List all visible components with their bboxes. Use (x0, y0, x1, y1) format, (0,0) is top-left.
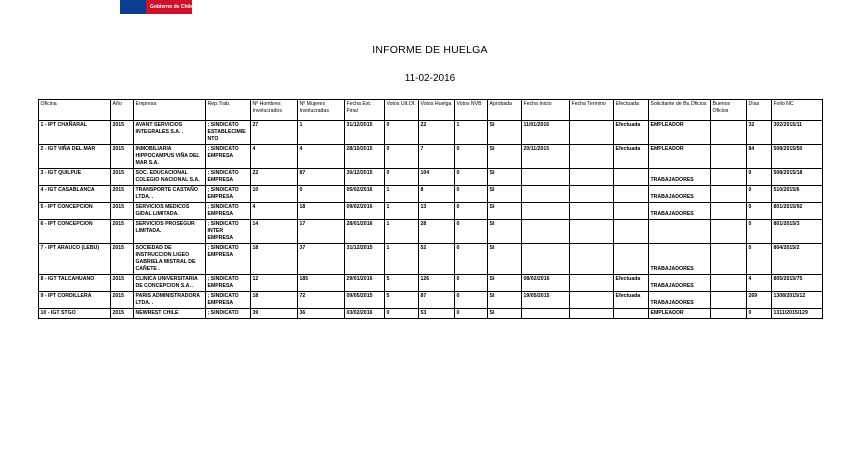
table-cell (522, 309, 570, 319)
column-header: Buenos Oficios (711, 100, 747, 121)
table-cell: 18 (251, 244, 298, 275)
table-cell: SI (488, 244, 522, 275)
table-cell: 1 (298, 121, 345, 145)
table-cell: TRABAJADORES (649, 203, 711, 220)
table-cell: 19/05/2015 (522, 292, 570, 309)
table-header-row (39, 100, 823, 121)
table-cell: SOC. EDUCACIONAL COLEGIO NACIONAL S.A. (134, 169, 206, 186)
table-cell: 4 (251, 203, 298, 220)
table-cell: 801/2015/3 (772, 220, 823, 244)
table-cell: 8 - IGT TALCAHUANO (39, 275, 111, 292)
table-cell: EMPLEADOR (649, 145, 711, 169)
table-cell: EMPLEADOR (649, 309, 711, 319)
table-cell: 1 (455, 121, 488, 145)
table-cell: 0 (455, 309, 488, 319)
table-cell: 2 - IGT VIÑA DEL MAR (39, 145, 111, 169)
table-cell (522, 186, 570, 203)
column-header: Fecha Inicio (522, 100, 570, 121)
table-cell: ; SINDICATO INTER EMPRESA (206, 220, 251, 244)
table-cell: 28/01/2016 (345, 220, 385, 244)
table-cell (570, 186, 614, 203)
table-cell: SI (488, 220, 522, 244)
table-cell: ; SINDICATO ESTABLECIMIENTO (206, 121, 251, 145)
table-row (39, 186, 823, 203)
table-cell: 30/12/2015 (345, 169, 385, 186)
table-cell: 0 (455, 186, 488, 203)
table-cell: 7 (419, 145, 455, 169)
column-header: Nº Hombres Involucrados (251, 100, 298, 121)
table-cell: 29/01/2016 (345, 275, 385, 292)
table-cell: 0 (455, 244, 488, 275)
column-header: Nº Mujeres Involucradas (298, 100, 345, 121)
table-cell: AVANT SERVICIOS INTEGRALES S.A. . (134, 121, 206, 145)
table-cell: 0 (455, 169, 488, 186)
column-header: Votos Huelga (419, 100, 455, 121)
table-row (39, 145, 823, 169)
table-cell: 4 (298, 145, 345, 169)
table-cell: 269 (747, 292, 772, 309)
table-cell: 84 (747, 145, 772, 169)
table-cell: 31/12/2015 (345, 244, 385, 275)
table-cell: 53 (419, 309, 455, 319)
table-cell: SI (488, 121, 522, 145)
table-cell: 0 (455, 275, 488, 292)
table-cell: 28/10/2015 (345, 145, 385, 169)
table-cell (711, 186, 747, 203)
table-cell: 0 (385, 309, 419, 319)
table-cell: SOCIEDAD DE INSTRUCCION LIGEO GABRIELA MISTRAL DE CAÑETE . (134, 244, 206, 275)
table-cell: Efectuada (614, 145, 649, 169)
table-cell: 1 - IPT CHAÑARAL (39, 121, 111, 145)
table-cell: 2015 (111, 121, 134, 145)
table-cell (570, 203, 614, 220)
table-cell: 11/01/2016 (522, 121, 570, 145)
table-cell: 804/2015/2 (772, 244, 823, 275)
strike-report-table (38, 99, 823, 319)
table-cell: 6 - IPT CONCEPCION (39, 220, 111, 244)
column-header: Votos Ult.Of. (385, 100, 419, 121)
table-cell: 0 (298, 186, 345, 203)
table-cell: Efectuada (614, 275, 649, 292)
table-cell: 18 (298, 203, 345, 220)
table-cell: 9 - IPT CORDILLERA (39, 292, 111, 309)
table-cell: Efectuada (614, 292, 649, 309)
table-cell: 805/2015/75 (772, 275, 823, 292)
table-cell: 104 (419, 169, 455, 186)
table-cell (711, 244, 747, 275)
table-cell (614, 203, 649, 220)
table-cell: TRABAJADORES (649, 292, 711, 309)
table-cell: 2015 (111, 309, 134, 319)
table-cell (522, 169, 570, 186)
table-cell: 0 (455, 292, 488, 309)
column-header: Días (747, 100, 772, 121)
table-cell: ; SINDICATO EMPRESA (206, 292, 251, 309)
table-cell: 0 (455, 203, 488, 220)
table-cell: PARIS ADMINISTRADORA LTDA. . (134, 292, 206, 309)
table-cell: SERVICIOS MEDICOS GIDAL LIMITADA. (134, 203, 206, 220)
table-cell: TRABAJADORES (649, 244, 711, 275)
table-cell: 0 (455, 145, 488, 169)
table-row (39, 275, 823, 292)
table-cell: 5 (385, 275, 419, 292)
table-cell: ; SINDICATO (206, 309, 251, 319)
table-cell (711, 309, 747, 319)
column-header: Rep.Trab. (206, 100, 251, 121)
table-cell (522, 244, 570, 275)
table-cell: 510/2015/6 (772, 186, 823, 203)
table-cell: 05/02/2016 (345, 186, 385, 203)
table-cell (570, 121, 614, 145)
table-cell: 0 (385, 145, 419, 169)
table-cell: 13 (419, 203, 455, 220)
table-cell: 37 (298, 244, 345, 275)
column-header: Año (111, 100, 134, 121)
table-cell: 36 (298, 309, 345, 319)
column-header: Empresa (134, 100, 206, 121)
table-cell: 14 (251, 220, 298, 244)
table-cell: 1 (385, 244, 419, 275)
table-cell: 2015 (111, 169, 134, 186)
table-cell: SI (488, 186, 522, 203)
table-cell: ; SINDICATO EMPRESA (206, 169, 251, 186)
column-header: Aprobada (488, 100, 522, 121)
table-cell (570, 145, 614, 169)
table-row (39, 220, 823, 244)
table-cell (614, 244, 649, 275)
table-cell: 3 - IGT QUILPUE (39, 169, 111, 186)
table-cell: 22 (251, 169, 298, 186)
table-cell: ; SINDICATO EMPRESA (206, 244, 251, 275)
table-cell: 2015 (111, 220, 134, 244)
table-cell (522, 203, 570, 220)
column-header: Folio NC (772, 100, 823, 121)
table-cell: 0 (747, 220, 772, 244)
table-cell: 0 (747, 309, 772, 319)
table-cell: 0 (747, 169, 772, 186)
logo-text: Gobierno de Chile (150, 4, 194, 10)
table-cell: 1 (385, 186, 419, 203)
table-cell: 0 (385, 169, 419, 186)
table-body (39, 121, 823, 319)
table-cell: TRANSPORTE CASTAÑO LTDA. . (134, 186, 206, 203)
table-cell: ; SINDICATO EMPRESA (206, 186, 251, 203)
table-cell: ; SINDICATO EMPRESA (206, 145, 251, 169)
table-cell: SERVICIOS PROSEGUR LIMITADA. (134, 220, 206, 244)
table-cell: 87 (298, 169, 345, 186)
table-cell: 18 (251, 292, 298, 309)
table-cell: 17 (298, 220, 345, 244)
gobierno-logo (120, 0, 192, 14)
table-row (39, 309, 823, 319)
table-cell: 09/02/2016 (345, 203, 385, 220)
table-cell (570, 292, 614, 309)
table-cell: 185 (298, 275, 345, 292)
column-header: Fecha Ext. Final (345, 100, 385, 121)
table-cell: 10 - IGT STGO (39, 309, 111, 319)
table-cell: 126 (419, 275, 455, 292)
column-header: Fecha Termino (570, 100, 614, 121)
table-cell: 2015 (111, 244, 134, 275)
table-row (39, 203, 823, 220)
table-cell (711, 169, 747, 186)
table-cell: 22 (419, 121, 455, 145)
table-cell: 508/2015/18 (772, 169, 823, 186)
table-cell: 2015 (111, 145, 134, 169)
table-cell: EMPLEADOR (649, 121, 711, 145)
table-cell: 10 (251, 186, 298, 203)
table-cell: 0 (747, 203, 772, 220)
table-cell (711, 121, 747, 145)
table-row (39, 292, 823, 309)
table-cell: 2015 (111, 275, 134, 292)
table-cell: SI (488, 309, 522, 319)
table-cell: SI (488, 292, 522, 309)
table-cell: 2015 (111, 186, 134, 203)
table-cell (614, 169, 649, 186)
table-cell: 31/12/2015 (345, 121, 385, 145)
table-cell (614, 309, 649, 319)
table-cell: 5 - IPT CONCEPCION (39, 203, 111, 220)
table-cell (711, 220, 747, 244)
logo-blue-block (120, 0, 146, 14)
table-cell: CLINICA UNIVERSITARIA DE CONCEPCION S.A. . (134, 275, 206, 292)
table-cell (711, 275, 747, 292)
table-cell: 0 (455, 220, 488, 244)
table-cell: 87 (419, 292, 455, 309)
table-cell: TRABAJADORES (649, 186, 711, 203)
table-cell (649, 220, 711, 244)
table-cell: SI (488, 169, 522, 186)
table-cell: 20/11/2015 (522, 145, 570, 169)
table-row (39, 244, 823, 275)
table-cell: 32 (747, 121, 772, 145)
table-cell: 7 - IPT ARAUCO (LEBU) (39, 244, 111, 275)
table-cell: TRABAJADORES (649, 169, 711, 186)
table-cell: 08/02/2016 (522, 275, 570, 292)
table-cell: NEWREST CHILE (134, 309, 206, 319)
table-cell: INMOBILIARIA HIPPOCAMPUS VIÑA DEL MAR S.A. (134, 145, 206, 169)
table-cell: 27 (251, 121, 298, 145)
table-cell: 2015 (111, 292, 134, 309)
table-cell: 72 (298, 292, 345, 309)
table-cell: 8 (419, 186, 455, 203)
table-cell: 1 (385, 220, 419, 244)
table-cell (570, 275, 614, 292)
table-cell (614, 220, 649, 244)
column-header: Votos NVB (455, 100, 488, 121)
table-cell: ; SINDICATO EMPRESA (206, 203, 251, 220)
table-cell: 52 (419, 244, 455, 275)
table-cell: 508/2015/50 (772, 145, 823, 169)
table-cell: 801/2015/92 (772, 203, 823, 220)
table-cell: 39 (251, 309, 298, 319)
column-header: Oficina (39, 100, 111, 121)
column-header: Solicitante de Bs.Oficios (649, 100, 711, 121)
table-cell: 302/2015/11 (772, 121, 823, 145)
table-cell (570, 309, 614, 319)
table-cell: ; SINDICATO EMPRESA (206, 275, 251, 292)
table-cell: 09/05/2015 (345, 292, 385, 309)
report-title: INFORME DE HUELGA (372, 44, 488, 56)
table-cell: 2015 (111, 203, 134, 220)
table-cell: 4 - IGT CASABLANCA (39, 186, 111, 203)
table-cell: 4 (251, 145, 298, 169)
table-cell: 12 (251, 275, 298, 292)
table-cell: SI (488, 145, 522, 169)
report-date: 11-02-2016 (404, 73, 456, 84)
table-cell: 1311/2015/129 (772, 309, 823, 319)
table-cell: TRABAJADORES (649, 275, 711, 292)
table-cell: 03/02/2016 (345, 309, 385, 319)
table-cell (522, 220, 570, 244)
table-cell (711, 145, 747, 169)
table-cell (570, 244, 614, 275)
table-cell: Efectuada (614, 121, 649, 145)
table-cell: 1 (385, 203, 419, 220)
table-cell: SI (488, 203, 522, 220)
table-row (39, 121, 823, 145)
table-cell (570, 220, 614, 244)
table-cell: 0 (747, 244, 772, 275)
table-cell: 5 (385, 292, 419, 309)
table-cell: SI (488, 275, 522, 292)
table-cell (711, 292, 747, 309)
table-cell: 0 (385, 121, 419, 145)
table-cell (570, 169, 614, 186)
table-cell (614, 186, 649, 203)
table-cell: 0 (747, 186, 772, 203)
table-cell: 28 (419, 220, 455, 244)
table-cell: 4 (747, 275, 772, 292)
column-header: Efectuada (614, 100, 649, 121)
table-row (39, 169, 823, 186)
table-cell (711, 203, 747, 220)
table-cell: 1308/2015/12 (772, 292, 823, 309)
